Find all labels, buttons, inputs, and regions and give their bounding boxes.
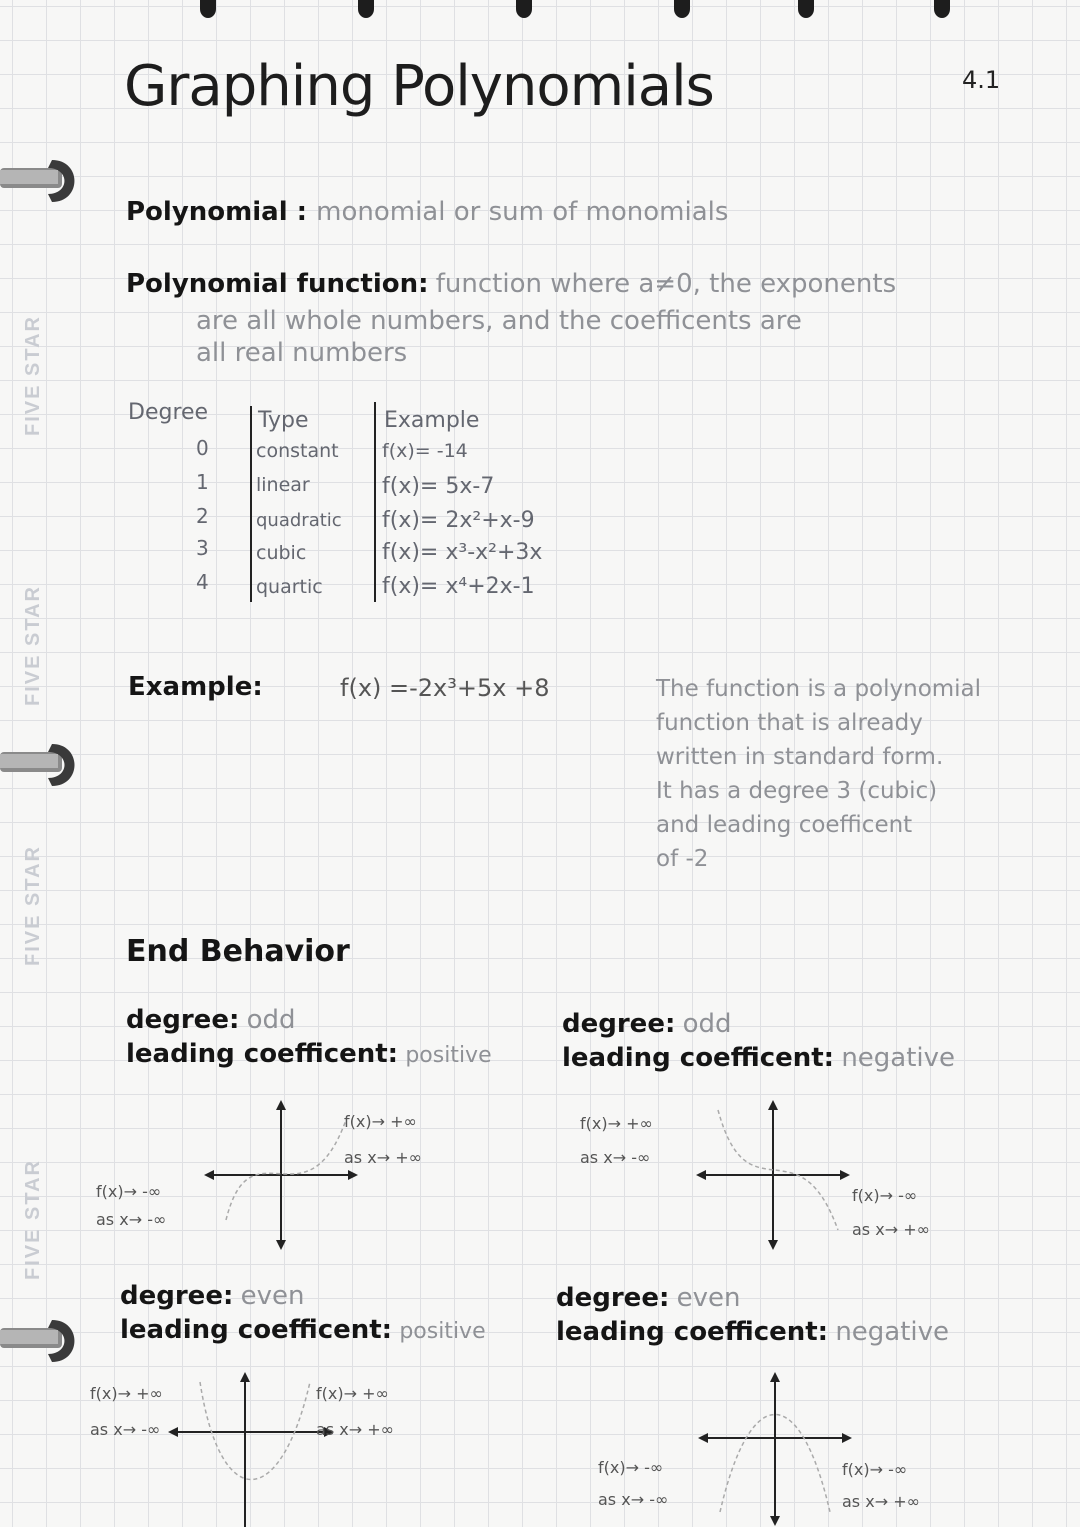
table-cell-example: f(x)= -14 bbox=[382, 440, 468, 462]
lc-value: positive bbox=[399, 1319, 486, 1344]
def-function-line: are all whole numbers, and the coefficents are bbox=[196, 306, 802, 336]
degree-value: odd bbox=[246, 1005, 296, 1035]
binder-hole bbox=[934, 0, 950, 18]
explanation-line: and leading coefficent bbox=[656, 812, 913, 838]
right-f: f(x)→ +∞ bbox=[344, 1112, 417, 1131]
left-f: f(x)→ -∞ bbox=[96, 1182, 162, 1201]
binder-ring-icon bbox=[0, 742, 82, 788]
left-f: f(x)→ +∞ bbox=[90, 1384, 163, 1403]
binder-ring-icon bbox=[0, 1318, 82, 1364]
left-f: f(x)→ -∞ bbox=[598, 1458, 664, 1477]
table-cell-example: f(x)= x⁴+2x-1 bbox=[382, 574, 535, 599]
example-label: Example: bbox=[128, 672, 263, 702]
table-cell-degree: 2 bbox=[196, 504, 209, 528]
explanation-line: function that is already bbox=[656, 710, 923, 736]
brand-watermark: FIVE STAR bbox=[22, 315, 44, 436]
table-header-example: Example bbox=[384, 408, 480, 433]
table-cell-example: f(x)= 2x²+x-9 bbox=[382, 508, 535, 533]
degree-label: degree: bbox=[126, 1005, 240, 1035]
graph-sketch bbox=[690, 1372, 860, 1527]
def-function-line: all real numbers bbox=[196, 338, 408, 368]
table-cell-example: f(x)= x³-x²+3x bbox=[382, 540, 543, 565]
right-f: f(x)→ +∞ bbox=[316, 1384, 389, 1403]
table-cell-degree: 4 bbox=[196, 570, 209, 594]
end-behavior-heading: End Behavior bbox=[126, 934, 350, 969]
degree-value: odd bbox=[682, 1009, 732, 1039]
table-cell-type: quadratic bbox=[256, 510, 342, 531]
term-function: Polynomial function: bbox=[126, 269, 429, 299]
degree-value: even bbox=[240, 1281, 305, 1311]
explanation-line: The function is a polynomial bbox=[656, 676, 982, 702]
example-function: f(x) =-2x³+5x +8 bbox=[340, 674, 550, 702]
table-cell-degree: 1 bbox=[196, 470, 209, 494]
right-x: as x→ +∞ bbox=[852, 1220, 930, 1239]
lc-value: positive bbox=[405, 1043, 492, 1068]
binder-hole bbox=[674, 0, 690, 18]
lc-label: leading coefficent: bbox=[562, 1043, 835, 1073]
explanation-line: of -2 bbox=[656, 846, 709, 872]
explanation-line: written in standard form. bbox=[656, 744, 944, 770]
left-x: as x→ -∞ bbox=[90, 1420, 161, 1439]
left-f: f(x)→ +∞ bbox=[580, 1114, 653, 1133]
term-polynomial: Polynomial bbox=[126, 197, 288, 227]
table-cell-type: cubic bbox=[256, 542, 307, 564]
binder-hole bbox=[798, 0, 814, 18]
right-x: as x→ +∞ bbox=[842, 1492, 920, 1511]
binder-hole bbox=[200, 0, 216, 18]
section-number: 4.1 bbox=[962, 66, 1001, 94]
right-x: as x→ +∞ bbox=[316, 1420, 394, 1439]
explanation-line: It has a degree 3 (cubic) bbox=[656, 778, 938, 804]
degree-label: degree: bbox=[562, 1009, 676, 1039]
right-f: f(x)→ -∞ bbox=[842, 1460, 908, 1479]
table-header-type: Type bbox=[258, 408, 309, 433]
left-x: as x→ -∞ bbox=[598, 1490, 669, 1509]
degree-label: degree: bbox=[556, 1283, 670, 1313]
page-title: Graphing Polynomials bbox=[124, 54, 714, 119]
right-x: as x→ +∞ bbox=[344, 1148, 422, 1167]
graph-sketch bbox=[688, 1100, 858, 1250]
graph-sketch bbox=[196, 1100, 366, 1250]
degree-label: degree: bbox=[120, 1281, 234, 1311]
table-cell-type: constant bbox=[256, 440, 339, 462]
def-function-line: function where a≠0, the exponents bbox=[435, 269, 897, 299]
table-header-degree: Degree bbox=[128, 400, 209, 425]
binder-hole bbox=[516, 0, 532, 18]
table-divider bbox=[250, 406, 252, 602]
table-cell-type: quartic bbox=[256, 576, 323, 598]
lc-value: negative bbox=[835, 1317, 950, 1347]
lc-label: leading coefficent: bbox=[120, 1315, 393, 1345]
right-f: f(x)→ -∞ bbox=[852, 1186, 918, 1205]
table-cell-example: f(x)= 5x-7 bbox=[382, 474, 495, 499]
table-cell-degree: 3 bbox=[196, 536, 209, 560]
definition-function bbox=[126, 268, 896, 299]
table-cell-degree: 0 bbox=[196, 436, 209, 460]
def-polynomial: monomial or sum of monomials bbox=[316, 197, 729, 227]
definition-polynomial: Polynomial : monomial or sum of monomials bbox=[126, 197, 729, 227]
lc-label: leading coefficent: bbox=[556, 1317, 829, 1347]
lc-label: leading coefficent: bbox=[126, 1039, 399, 1069]
table-cell-type: linear bbox=[256, 474, 310, 496]
brand-watermark: FIVE STAR bbox=[22, 585, 44, 706]
brand-watermark: FIVE STAR bbox=[22, 845, 44, 966]
binder-ring-icon bbox=[0, 158, 82, 204]
left-x: as x→ -∞ bbox=[580, 1148, 651, 1167]
binder-hole bbox=[358, 0, 374, 18]
table-divider bbox=[374, 402, 376, 602]
lc-value: negative bbox=[841, 1043, 956, 1073]
left-x: as x→ -∞ bbox=[96, 1210, 167, 1229]
degree-value: even bbox=[676, 1283, 741, 1313]
brand-watermark: FIVE STAR bbox=[22, 1159, 44, 1280]
